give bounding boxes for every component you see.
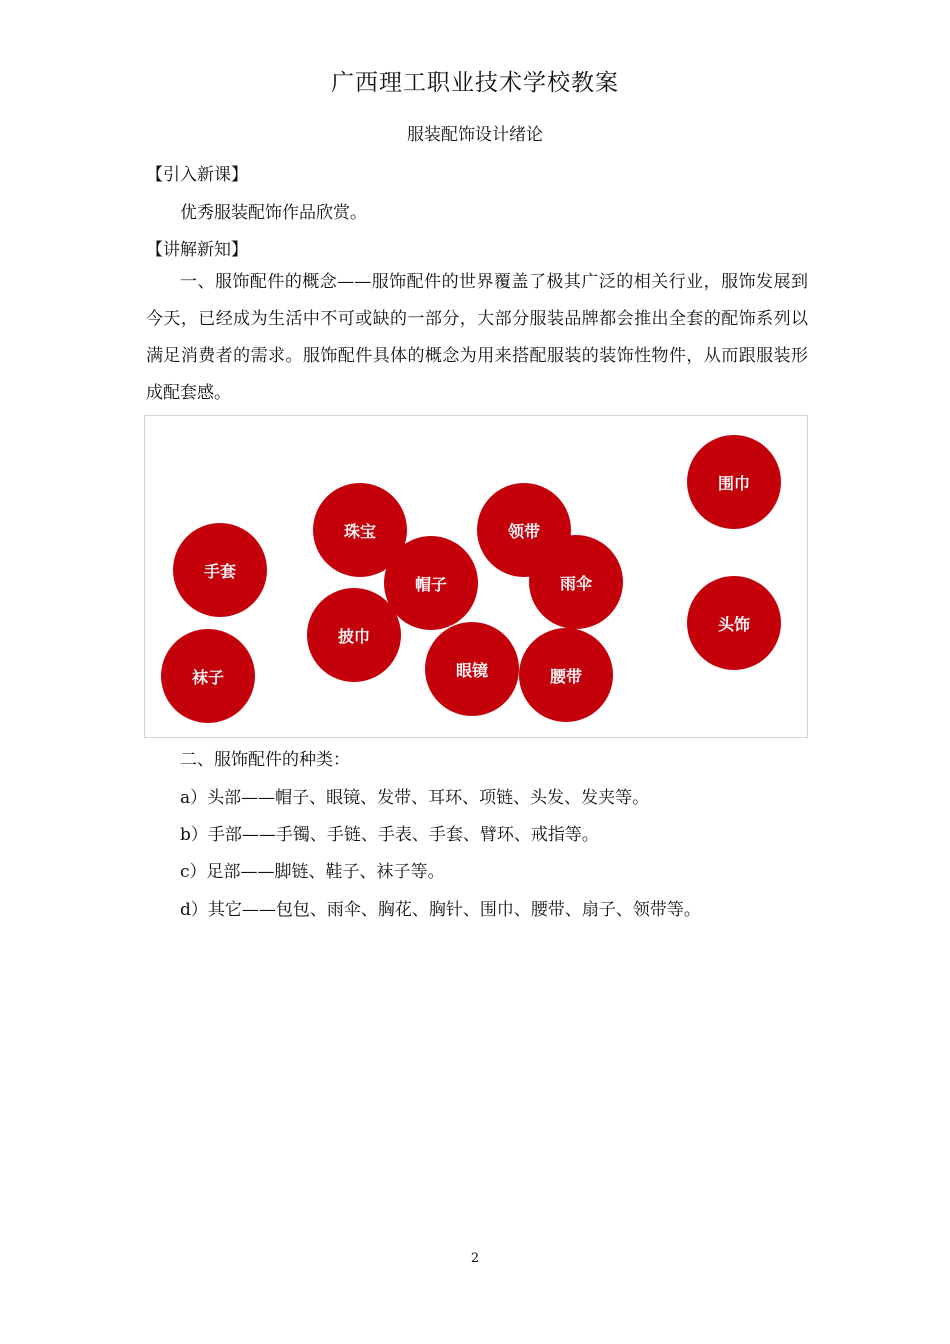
category-item: c）足部——脚链、鞋子、袜子等。	[180, 862, 445, 882]
circle-label: 珠宝	[343, 521, 376, 541]
circle-hat	[384, 536, 478, 630]
accessories-figure	[144, 415, 808, 738]
category-item: a）头部——帽子、眼镜、发带、耳环、项链、头发、发夹等。	[180, 788, 650, 808]
circle-gloves	[173, 523, 267, 617]
circle-shawl	[307, 588, 401, 682]
circle-umbrella	[529, 535, 623, 629]
circle-label: 围巾	[717, 473, 750, 493]
explain-heading: 【讲解新知】	[146, 240, 248, 260]
category-item: d）其它——包包、雨伞、胸花、胸针、围巾、腰带、扇子、领带等。	[180, 900, 701, 920]
categories-heading: 二、服饰配件的种类：	[180, 750, 350, 770]
circle-scarf	[687, 435, 781, 529]
circle-glasses	[425, 622, 519, 716]
circle-label: 手套	[203, 561, 236, 581]
category-item: b）手部——手镯、手链、手表、手套、臂环、戒指等。	[180, 825, 599, 845]
circle-label: 腰带	[549, 666, 582, 686]
circle-label: 领带	[507, 521, 540, 541]
circle-label: 袜子	[191, 667, 224, 687]
circle-label: 帽子	[414, 574, 447, 594]
school-title: 广西理工职业技术学校教案	[331, 70, 619, 96]
circle-label: 头饰	[717, 614, 750, 634]
concept-paragraph: 一、服饰配件的概念——服饰配件的世界覆盖了极其广泛的相关行业，服饰发展到今天，已经成为生活中不可或缺的一部分，大部分服装品牌都会推出全套的配饰系列以满足消费者的需求。服饰配件具体的概念为用来搭配服装的装饰性物件，从而跟服装形成配套感。	[146, 272, 808, 403]
course-title: 服装配饰设计绪论	[407, 125, 543, 145]
circle-socks	[161, 629, 255, 723]
circle-headwear	[687, 576, 781, 670]
page-number: 2	[470, 1251, 480, 1266]
circle-label: 眼镜	[455, 660, 488, 680]
circle-label: 雨伞	[559, 573, 592, 593]
circle-label: 披巾	[337, 626, 370, 646]
circle-belt	[519, 628, 613, 722]
intro-heading: 【引入新课】	[146, 165, 248, 185]
intro-text: 优秀服装配饰作品欣赏。	[180, 203, 367, 223]
